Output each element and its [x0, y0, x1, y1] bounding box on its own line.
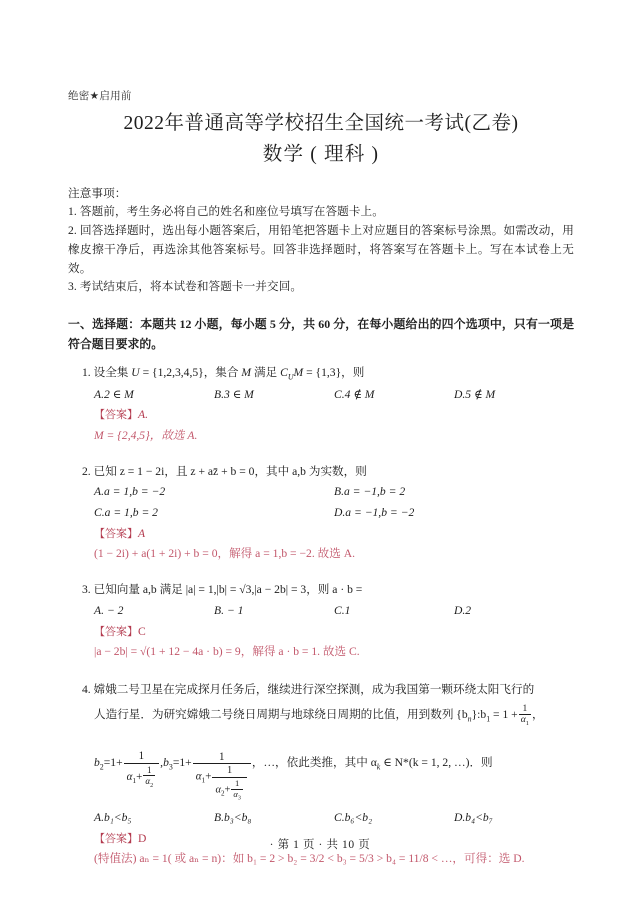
secret-label: 绝密★启用前 — [68, 90, 132, 102]
q2-answer-value: A — [138, 526, 146, 540]
q1-stem-p1: 设全集 — [93, 365, 132, 379]
q2-stem-text: 已知 z = 1 − 2i，且 z + az̄ + b = 0，其中 a,b 为实数，则 — [93, 464, 367, 478]
question-1-options — [68, 385, 574, 405]
question-4-options — [68, 808, 574, 828]
notice-item-1: 1. 答题前，考生务必将自己的姓名和座位号填写在答题卡上。 — [68, 205, 384, 219]
q1-answer-value: A. — [138, 408, 148, 422]
q4-option-c[interactable]: C.b₆<b₂ — [334, 811, 373, 825]
question-2-solution: (1 − 2i) + a(1 + 2i) + b = 0，解得 a = 1,b = −2. 故选 A. — [94, 547, 355, 561]
q1-option-a[interactable]: A.2 ∈ M — [94, 387, 134, 401]
question-4-stem-line2: 人造行星．为研究嫦娥二号绕日周期与地球绕日周期的比值，用到数列 $\{b_n\}:b_1 = 1$ + $\frac{1}{\alpha_1}$ ， — [94, 703, 544, 728]
q3-answer-tag: 【答案】 — [94, 625, 138, 638]
q4-stem-line1: 嫦娥二号卫星在完成探月任务后，继续进行深空探测，成为我国第一颗环绕太阳飞行的 — [93, 682, 535, 696]
question-1-answer — [68, 405, 574, 425]
notice-item-2: 2. 回答选择题时，选出每小题答案后，用铅笔把答题卡上对应题目的答案标号涂黑。如需改动，用橡皮擦干净后，再选涂其他答案标号。回答非选择题时，将答案写在答题卡上。写在本试卷上无效。 — [68, 224, 574, 275]
question-2-options-row-2 — [68, 503, 574, 523]
question-2-stem — [68, 462, 574, 482]
question-4-stem-line3: $b_2=1+$ 1 $\alpha_1+$ $\frac{1}{\alpha_2}$ $,b_3=1+$ 1 $\alpha_1+$ 1 $\alpha_2+$ $\frac{1}{\alpha_3}$ ，…，依此类推，其中 $\alpha_k$ ∈ N*(k = 1, 2, …)．则 — [94, 750, 493, 802]
q1-stem-p4: = {1,3}，则 — [303, 365, 365, 379]
question-4-number: 4. — [82, 682, 91, 696]
notices-block — [68, 185, 574, 298]
q2-option-a[interactable]: A.a = 1,b = −2 — [94, 485, 166, 499]
q4-answer-value: D — [138, 831, 147, 845]
q3-stem-text: 已知向量 a,b 满足 |a| = 1,|b| = √3,|a − 2b| = 3，则 a · b = — [93, 583, 363, 597]
page-content — [68, 88, 574, 869]
q4-stem-line3-tail2: ∈ N*(k = 1, 2, …)．则 — [380, 755, 493, 769]
q1-answer-tag: 【答案】 — [94, 409, 138, 422]
q3-option-a[interactable]: A. − 2 — [94, 603, 124, 617]
question-3-answer — [68, 622, 574, 642]
page-footer: · 第 1 页 · 共 10 页 — [269, 839, 371, 851]
q4-option-b[interactable]: B.b₃<b₈ — [214, 811, 252, 825]
question-2-number: 2. — [82, 464, 91, 478]
notices-heading: 注意事项： — [68, 186, 127, 200]
q1-option-b[interactable]: B.3 ∈ M — [214, 387, 254, 401]
q1-option-d[interactable]: D.5 ∉ M — [454, 387, 496, 401]
page-title: 2022年普通高等学校招生全国统一考试(乙卷) — [123, 113, 519, 134]
question-2-options-row-1 — [68, 482, 574, 502]
question-3 — [68, 580, 574, 662]
q1-stem-p2: = {1,2,3,4,5}，集合 — [139, 365, 242, 379]
q4-frac-1: $\frac{1}{\alpha_1}$ — [520, 703, 529, 728]
q2-option-c[interactable]: C.a = 1,b = 2 — [94, 506, 158, 520]
q1-option-c[interactable]: C.4 ∉ M — [334, 387, 375, 401]
question-2 — [68, 462, 574, 565]
question-1-stem: 1. 设全集 U = {1,2,3,4,5}，集合 M 满足 $C_UM = \{1,3\}$，则 — [82, 365, 365, 382]
question-3-options — [68, 601, 574, 621]
q2-option-b[interactable]: B.a = −1,b = 2 — [334, 485, 406, 499]
page-subtitle: 数学 ( 理科 ) — [262, 144, 380, 166]
q2-option-d[interactable]: D.a = −1,b = −2 — [334, 506, 415, 520]
question-1 — [68, 363, 574, 446]
section-header — [68, 315, 574, 354]
q3-option-d[interactable]: D.2 — [454, 603, 472, 617]
q4-cfrac-b2: 1 $\alpha_1+$ $\frac{1}{\alpha_2}$ — [124, 750, 160, 789]
section-lead: 一、选择题： — [68, 317, 141, 332]
q3-option-c[interactable]: C.1 — [334, 603, 351, 617]
q2-answer-tag: 【答案】 — [94, 527, 138, 540]
q4-stem-line2-a: 人造行星．为研究嫦娥二号绕日周期与地球绕日周期的比值，用到数列 {b — [94, 707, 468, 721]
q3-answer-value: C — [138, 624, 146, 638]
question-3-number: 3. — [82, 583, 91, 597]
q4-cfrac-b3: 1 $\alpha_1+$ 1 $\alpha_2+$ $\frac{1}{\alpha_3}$ — [193, 751, 251, 803]
q3-option-b[interactable]: B. − 1 — [214, 603, 244, 617]
q4-stem-line2-c: = 1 + — [490, 707, 518, 721]
question-1-number: 1. — [82, 365, 91, 379]
q4-option-a[interactable]: A.b₁<b₅ — [94, 811, 132, 825]
q4-option-d[interactable]: D.b₄<b₇ — [454, 811, 493, 825]
q4-stem-line2-b: }:b — [471, 707, 487, 721]
question-1-solution: M = {2,4,5}，故选 A. — [94, 428, 198, 442]
q1-stem-p3: 满足 — [251, 365, 281, 379]
section-text: 本题共 12 小题，每小题 5 分，共 60 分，在每小题给出的四个选项中，只有一项是符合题目要求的。 — [68, 317, 574, 351]
question-2-answer — [68, 524, 574, 544]
question-4-solution: (特值法) aₙ = 1( 或 aₙ = n)：如 b₁ = 2 > b₂ = 3/2 < b₃ = 5/3 > b₄ = 11/8 < …，可得：选 D. — [94, 852, 525, 866]
q4-stem-line3-tail: ，…，依此类推，其中 α — [251, 755, 377, 769]
notice-item-3: 3. 考试结束后，将本试卷和答题卡一并交回。 — [68, 280, 303, 294]
question-3-stem — [68, 580, 574, 600]
question-3-solution: |a − 2b| = √(1 + 12 − 4a · b) = 9，解得 a · b = 1. 故选 C. — [94, 645, 360, 659]
q4-answer-tag: 【答案】 — [94, 832, 138, 845]
question-4-stem-line1 — [68, 680, 574, 700]
